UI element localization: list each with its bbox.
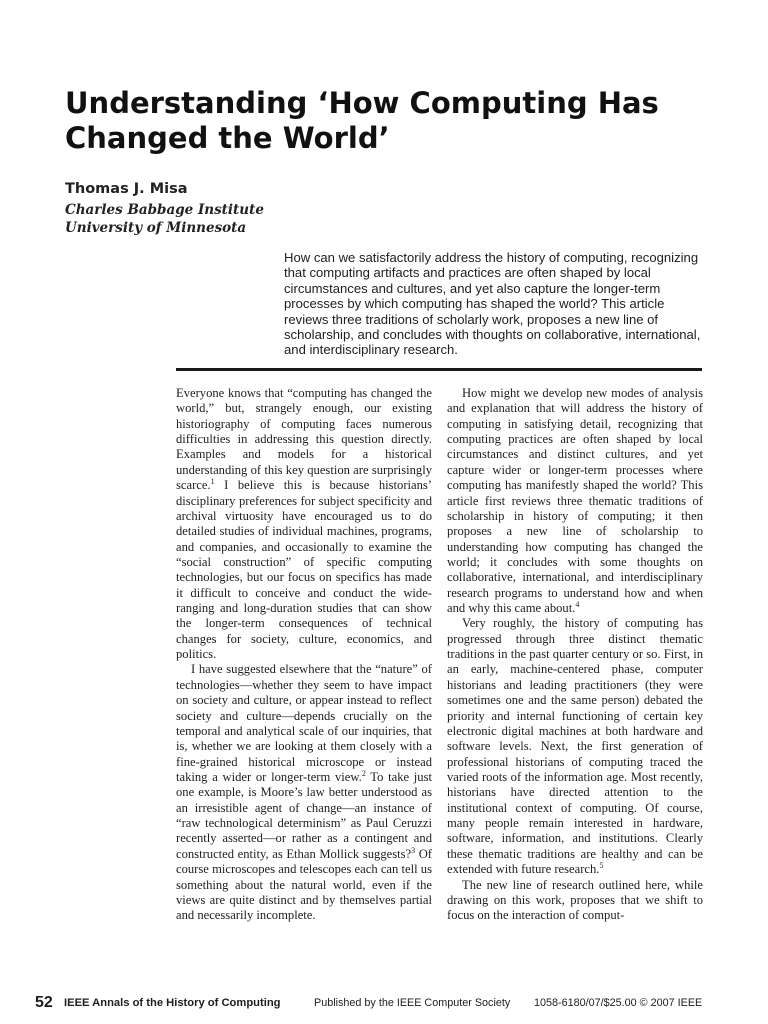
page-number: 52 bbox=[35, 994, 53, 1011]
paragraph-text: I have suggested elsewhere that the “nature” of technologies—whether they seem to have impact on society and culture, or appear instead to reflect society and culture—depends crucially on the temporal and analytical scale of our inquiries, that is, whether we are looking at them closely with a fine-grained historical microscope or instead taking a wider or longer-term view. bbox=[176, 662, 432, 784]
page-footer bbox=[0, 993, 768, 1013]
body-paragraph bbox=[176, 386, 432, 662]
body-paragraph bbox=[447, 386, 703, 616]
footnote-ref[interactable]: 1 bbox=[210, 477, 215, 487]
paragraph-text: How might we develop new modes of analysis and explanation that will address the history of computing in satisfying detail, recognizing that computing practices are often shaped by local circumstances and distinct cultures, and yet capture wider or longer-term processes where computing has manifestly shaped the world? This article first reviews three thematic traditions of scholarship in history of computing; it then proposes a new line of scholarship to understanding how computing has changed the world; it concludes with some thoughts on collaborative, international, and interdisciplinary research programs to understand how and when and why this came about. bbox=[447, 386, 703, 616]
body-column-right bbox=[447, 386, 703, 924]
issn-copyright: 1058-6180/07/$25.00 © 2007 IEEE bbox=[534, 997, 703, 1009]
paragraph-text: Everyone knows that “computing has changed the world,” but, strangely enough, our existing historiography of computing faces numerous difficulties in addressing this question directly. Examples and models for a historical understanding of this key question are surprisingly scarce. bbox=[176, 386, 432, 493]
paragraph-text: Of course microscopes and telescopes each can tell us something about the natural world, even if the views are quite distinct and by themselves partial and necessarily incomplete. bbox=[176, 846, 433, 923]
author-name: Thomas J. Misa bbox=[65, 181, 188, 197]
body-paragraph bbox=[447, 878, 703, 924]
footnote-ref[interactable]: 2 bbox=[361, 768, 366, 778]
affiliation-institute: Charles Babbage Institute bbox=[65, 202, 264, 218]
abstract: How can we satisfactorily address the history of computing, recognizing that computing artifacts and practices are often shaped by local circumstances and cultures, and yet also capture the longer-term processes by which computing has shaped the world? This article reviews three traditions of scholarly work, proposes a new line of scholarship, and concludes with thoughts on collaborative, international, and interdisciplinary research. bbox=[284, 250, 701, 358]
paragraph-text: To take just one example, is Moore’s law better understood as an irresistible agent of change—an instance of “raw technological determinism” as Paul Ceruzzi recently asserted—or rather as a contingent and constructed entity, as Ethan Mollick suggests? bbox=[176, 769, 433, 861]
paragraph-text: Very roughly, the history of computing has progressed through three distinct thematic traditions in the past quarter century or so. First, in an early, machine-centered phase, computer historians and leading practitioners (they were sometimes one and the same person) debated the priority and internal functioning of certain key electronic digital machines at both hardware and software levels. Next, the first generation of professional historians of computing traced the varied roots of the information age. Most recently, historians have directed attention to the institutional context of computing. Of course, many people remain interested in hardware, software, information, and institutions. Clearly these thematic traditions are healthy and can be extended with future research. bbox=[447, 616, 703, 877]
publisher-line: Published by the IEEE Computer Society bbox=[314, 997, 511, 1009]
body-paragraph bbox=[447, 616, 703, 877]
paragraph-text: The new line of research outlined here, while drawing on this work, proposes that we shift to focus on the interaction of comput- bbox=[447, 877, 703, 923]
footnote-ref[interactable]: 4 bbox=[575, 600, 580, 610]
footnote-ref[interactable]: 3 bbox=[411, 845, 416, 855]
footnote-ref[interactable]: 5 bbox=[599, 861, 604, 871]
affiliation-university: University of Minnesota bbox=[65, 220, 247, 236]
body-column-left bbox=[176, 386, 432, 924]
paragraph-text: I believe this is because historians’ disciplinary preferences for subject specificity and archival virtuosity have encouraged us to do detailed studies of individual machines, programs, and companies, and occasionally to examine the “social construction” of specific computing technologies, but our focus on specifics has made it difficult to conceive and conduct the wide-ranging and long-duration studies that can show the longer-term consequences of technical changes for society, culture, economics, and politics. bbox=[176, 478, 432, 662]
section-divider bbox=[176, 368, 702, 371]
body-paragraph bbox=[176, 662, 432, 923]
journal-name: IEEE Annals of the History of Computing bbox=[64, 997, 281, 1009]
article-title: Understanding ‘How Computing Has Changed the World’ bbox=[65, 86, 659, 155]
